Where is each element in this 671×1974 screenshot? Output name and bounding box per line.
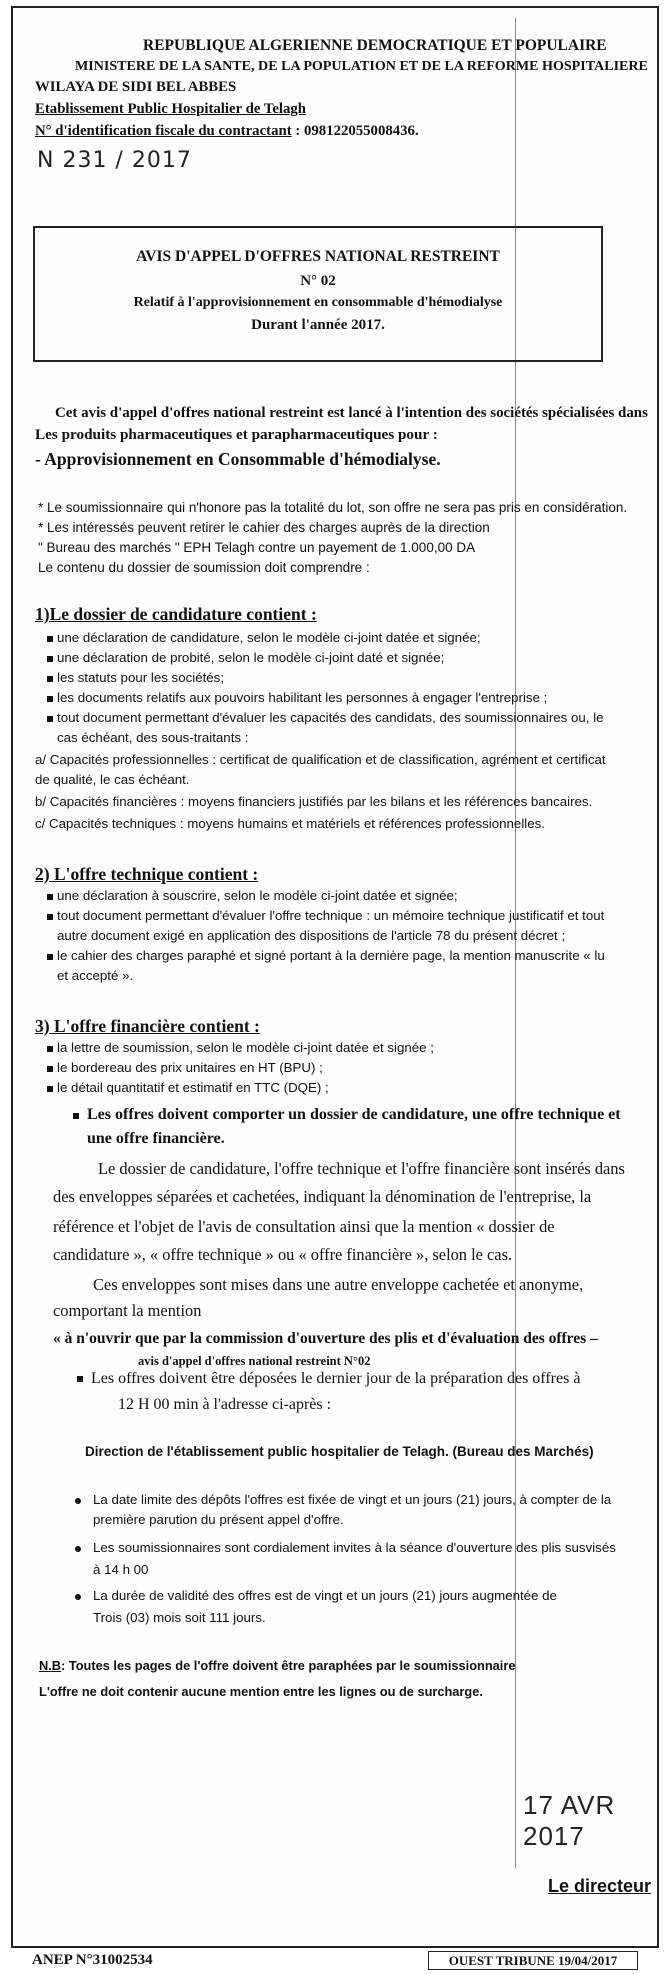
- section-1-line-3: les statuts pour les sociétés;: [57, 670, 225, 685]
- anep-number: ANEP N°31002534: [32, 1952, 153, 1968]
- tax-id-value: : 098122055008436.: [295, 123, 419, 139]
- deposit-line-1: Les offres doivent être déposées le dernier jour de la préparation des offres à: [91, 1370, 581, 1387]
- bullet-marker: [75, 1498, 81, 1504]
- section-2-line-3: autre document exigé en application des dispositions de l'article 78 du présent décret ;: [57, 928, 566, 943]
- bullet-marker: [75, 1594, 81, 1600]
- intro-line-1: Cet avis d'appel d'offres national restreint est lancé à l'intention des sociétés spécialisées dans: [55, 405, 648, 421]
- bullet-marker: [47, 636, 53, 642]
- envelope-mention-line-1: « à n'ouvrir que par la commission d'ouverture des plis et d'évaluation des offres –: [53, 1330, 598, 1347]
- bullet-marker: [47, 696, 53, 702]
- intro-line-2: Les produits pharmaceutiques et parapharmaceutiques pour :: [35, 426, 438, 443]
- handwritten-reference: N 231 / 2017: [37, 148, 192, 173]
- received-date-stamp: 17 AVR 2017: [523, 1790, 616, 1851]
- section-3-line-3: le détail quantitatif et estimatif en TTC (DQE) ;: [57, 1080, 329, 1095]
- tax-id-line: [35, 122, 419, 141]
- section-1-line-2: une déclaration de probité, selon le modèle ci-joint daté et signée;: [57, 650, 445, 665]
- ministry-title: MINISTERE DE LA SANTE, DE LA POPULATION ET DE LA REFORME HOSPITALIERE: [75, 58, 648, 74]
- section-1-line-4: les documents relatifs aux pouvoirs habilitant les personnes à engager l'entreprise ;: [57, 690, 548, 705]
- bullet-marker: [47, 954, 53, 960]
- section-1-line-5: tout document permettant d'évaluer les capacités des candidats, des soumissionnaires ou, le: [57, 710, 604, 725]
- deposit-line-2: 12 H 00 min à l'adresse ci-après :: [118, 1396, 332, 1413]
- title-box: [33, 226, 603, 362]
- deadline-1-line-2: première parution du présent appel d'offre.: [93, 1512, 344, 1527]
- notice-title: AVIS D'APPEL D'OFFRES NATIONAL RESTREINT: [136, 248, 500, 265]
- note-4: Le contenu du dossier de soumission doit comprendre :: [38, 560, 370, 575]
- envelope-paragraph-line-3: référence et l'objet de l'avis de consultation ainsi que la mention « dossier de: [53, 1217, 555, 1236]
- section-2-heading: 2) L'offre technique contient :: [35, 864, 259, 884]
- bullet-marker: [75, 1546, 81, 1552]
- bullet-marker: [47, 914, 53, 920]
- nb-line-1: [39, 1656, 515, 1676]
- wilaya-title: WILAYA DE SIDI BEL ABBES: [35, 79, 237, 95]
- section-1-line-10: c/ Capacités techniques : moyens humains et matériels et références professionnelles.: [35, 816, 545, 831]
- envelope-mention-line-2: avis d'appel d'offres national restreint N°02: [138, 1354, 371, 1368]
- newspaper-issue: OUEST TRIBUNE 19/04/2017: [428, 1951, 638, 1970]
- bullet-marker: [73, 1113, 79, 1119]
- section-1-line-9: b/ Capacités financières : moyens financiers justifiés par les bilans et les références bancaires.: [35, 794, 593, 809]
- bullet-marker: [47, 716, 53, 722]
- deadline-3-line-1: La durée de validité des offres est de vingt et un jours (21) jours augmentée de: [93, 1588, 557, 1603]
- section-2-line-1: une déclaration à souscrire, selon le modèle ci-joint datée et signée;: [57, 888, 458, 903]
- republic-title: REPUBLIQUE ALGERIENNE DEMOCRATIQUE ET POPULAIRE: [143, 37, 607, 54]
- intro-line-3: - Approvisionnement en Consommable d'hémodialyse.: [35, 449, 441, 469]
- bullet-marker: [47, 676, 53, 682]
- envelope-paragraph-line-2: des enveloppes séparées et cachetées, indiquant la dénomination de l'entreprise, la: [53, 1187, 592, 1206]
- bullet-marker: [47, 1086, 53, 1092]
- offers-requirement-line-1: Les offres doivent comporter un dossier de candidature, une offre technique et: [87, 1106, 621, 1123]
- signature-title: Le directeur: [548, 1876, 652, 1896]
- deadline-3-line-2: Trois (03) mois soit 111 jours.: [93, 1610, 266, 1625]
- bullet-marker: [47, 1046, 53, 1052]
- outer-envelope-line-1: Ces enveloppes sont mises dans une autre enveloppe cachetée et anonyme,: [93, 1275, 584, 1294]
- envelope-paragraph-line-1: Le dossier de candidature, l'offre technique et l'offre financière sont insérés dans: [98, 1159, 625, 1178]
- envelope-paragraph-line-4: candidature », « offre technique » ou « offre financière », selon le cas.: [53, 1245, 513, 1264]
- notice-period: Durant l'année 2017.: [251, 317, 385, 333]
- section-1-heading: 1)Le dossier de candidature contient :: [35, 604, 317, 624]
- nb-text: : Toutes les pages de l'offre doivent être paraphées par le soumissionnaire: [61, 1658, 516, 1673]
- offers-requirement-line-2: une offre financière.: [87, 1130, 225, 1147]
- section-1-line-7: a/ Capacités professionnelles : certificat de qualification et de classification, agrément et certificat: [35, 752, 606, 767]
- section-2-line-4: le cahier des charges paraphé et signé portant à la dernière page, la mention manuscrite « lu: [57, 948, 605, 963]
- section-3-line-1: la lettre de soumission, selon le modèle ci-joint datée et signée ;: [57, 1040, 434, 1055]
- note-2: * Les intéressés peuvent retirer le cahier des charges auprès de la direction: [38, 520, 490, 535]
- section-1-line-8: de qualité, le cas échéant.: [35, 772, 190, 787]
- tax-id-label: N° d'identification fiscale du contractant: [35, 123, 292, 139]
- section-1-line-6: cas échéant, des sous-traitants :: [57, 730, 249, 745]
- notice-subject: Relatif à l'approvisionnement en consommable d'hémodialyse: [133, 295, 503, 310]
- bullet-marker: [47, 1066, 53, 1072]
- section-1-line-1: une déclaration de candidature, selon le modèle ci-joint datée et signée;: [57, 630, 481, 645]
- section-2-line-2: tout document permettant d'évaluer l'offre technique : un mémoire technique justificatif et tout: [57, 908, 605, 923]
- deadline-2-line-2: à 14 h 00: [93, 1562, 149, 1577]
- note-3: " Bureau des marchés " EPH Telagh contre un payement de 1.000,00 DA: [38, 540, 476, 555]
- publication-footer: [0, 1948, 671, 1974]
- section-3-heading: 3) L'offre financière contient :: [35, 1016, 260, 1036]
- bullet-marker: [77, 1376, 83, 1382]
- note-1: * Le soumissionnaire qui n'honore pas la totalité du lot, son offre ne sera pas pris en considération.: [38, 500, 628, 515]
- deposit-address: Direction de l'établissement public hospitalier de Telagh. (Bureau des Marchés): [85, 1444, 594, 1459]
- bullet-marker: [47, 894, 53, 900]
- section-2-line-5: et accepté ».: [57, 968, 134, 983]
- establishment-title: Etablissement Public Hospitalier de Telagh: [35, 101, 307, 117]
- deadline-2-line-1: Les soumissionnaires sont cordialement invites à la séance d'ouverture des plis susvisés: [93, 1540, 616, 1555]
- announcement-sheet: [11, 6, 659, 1948]
- notice-number: N° 02: [300, 273, 336, 289]
- bullet-marker: [47, 656, 53, 662]
- nb-line-2: L'offre ne doit contenir aucune mention entre les lignes ou de surcharge.: [39, 1684, 483, 1699]
- nb-label: N.B: [39, 1658, 62, 1673]
- outer-envelope-line-2: comportant la mention: [53, 1301, 202, 1320]
- deadline-1-line-1: La date limite des dépôts l'offres est fixée de vingt et un jours (21) jours, à compter de la: [93, 1492, 612, 1507]
- section-3-line-2: le bordereau des prix unitaires en HT (BPU) ;: [57, 1060, 323, 1075]
